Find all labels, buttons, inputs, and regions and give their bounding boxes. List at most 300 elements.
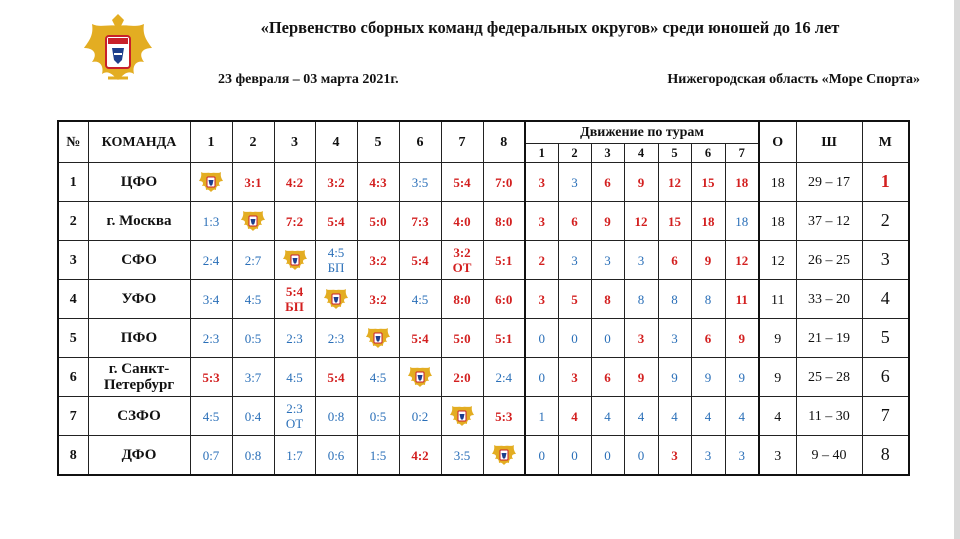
team-number: 6 [58,358,88,397]
match-result-cell [483,397,525,436]
self-match-cell [483,436,525,476]
tour-points-cell [725,241,759,280]
match-result-cell [190,319,232,358]
match-result-cell [315,319,357,358]
match-score: 2:3 [327,330,345,346]
tour-points-cell [591,397,624,436]
tour-points: 9 [738,369,745,385]
match-score: 5:1 [495,252,513,268]
match-score: 5:4 [453,174,471,190]
goals-cell [796,436,862,476]
event-location: Нижегородская область «Море Спорта» [667,72,920,87]
match-score: 4:5 [411,291,429,307]
table-row [58,358,909,397]
tour-points: 0 [571,447,578,463]
match-score: 2:0 [453,369,471,385]
match-result-cell [190,241,232,280]
page-edge [954,0,960,539]
place-cell [862,202,909,241]
match-score: 8:0 [453,291,471,307]
team-number: 3 [58,241,88,280]
tour-points: 15 [668,213,681,229]
total-points: 12 [770,253,785,269]
self-match-cell [274,241,315,280]
team-number: 7 [58,397,88,436]
team-name: СФО [88,241,190,280]
tour-points: 0 [637,447,645,463]
match-result-cell [315,202,357,241]
tour-points: 0 [604,330,611,346]
tour-points: 0 [538,369,545,385]
total-points: 9 [774,331,782,347]
goals-cell [796,163,862,202]
tour-points: 6 [704,330,712,346]
tour-points: 4 [671,408,678,424]
eagle-emblem-icon [240,208,266,234]
tour-points-cell [725,163,759,202]
match-score: 5:3 [202,369,220,385]
match-result-cell [232,280,274,319]
match-score: 0:4 [244,408,262,424]
match-score: 4:5 [286,369,303,385]
table-row [58,397,909,436]
tour-points: 3 [704,447,712,463]
column-header-game: 1 [190,121,232,163]
tour-points-cell [624,280,658,319]
match-result-cell [274,358,315,397]
match-score: 4:5 [244,291,262,307]
self-match-cell [399,358,441,397]
goals-cell [796,280,862,319]
match-score: 8:0 [495,213,513,229]
tour-points-cell [725,397,759,436]
total-points: 18 [770,214,785,230]
tour-points: 3 [738,447,745,463]
tour-points: 0 [538,330,545,346]
tour-points-cell [558,436,591,476]
match-result-cell [357,436,399,476]
goals-cell [796,202,862,241]
tour-points-cell [624,163,658,202]
match-score: 5:4 [327,369,345,385]
tour-points: 9 [704,369,712,385]
team-name: г. Санкт-Петербург [88,358,190,397]
match-result-cell [315,163,357,202]
match-result-cell [190,397,232,436]
points-cell [759,358,796,397]
column-header-game: 2 [232,121,274,163]
tour-points-cell [525,319,558,358]
tour-points: 15 [701,174,715,190]
match-score: 2:7 [244,252,262,268]
column-header-game: 8 [483,121,525,163]
match-result-cell [315,358,357,397]
match-result-cell [190,202,232,241]
match-result-note: ОТ [285,416,304,431]
table-row [58,163,909,202]
column-header-game: 7 [441,121,483,163]
match-result-cell [232,241,274,280]
team-name: УФО [88,280,190,319]
column-header-game: 6 [399,121,441,163]
place-cell [862,280,909,319]
tour-points: 8 [704,291,712,307]
tour-points-cell [558,202,591,241]
tour-points-cell [591,436,624,476]
tour-points: 4 [637,408,645,424]
tour-header: 1 [525,144,558,163]
self-match-cell [441,397,483,436]
match-score: 4:5 [327,245,345,260]
event-dates: 23 февраля – 03 марта 2021г. [218,72,399,87]
tour-points-cell [591,241,624,280]
match-result-cell [441,280,483,319]
match-result-cell [357,163,399,202]
match-score: 4:0 [453,213,471,229]
match-result-cell [274,202,315,241]
match-score: 0:5 [244,330,262,346]
tour-points-cell [658,397,691,436]
match-result-cell [357,202,399,241]
tour-points: 4 [571,408,578,424]
self-match-cell [190,163,232,202]
match-result-cell [483,319,525,358]
column-header-game: 4 [315,121,357,163]
match-result-cell [190,280,232,319]
match-result-cell [483,241,525,280]
eagle-emblem-icon [365,325,391,351]
tour-points-cell [691,358,725,397]
eagle-emblem-icon [491,442,517,468]
tour-points-cell [525,280,558,319]
match-score: 3:4 [202,291,220,307]
final-place: 3 [880,249,890,269]
match-result-cell [441,436,483,476]
match-score: 7:2 [285,213,304,229]
match-score: 0:5 [369,408,387,424]
tour-points: 4 [738,408,745,424]
match-result-cell [274,280,315,319]
tour-points-cell [624,319,658,358]
team-number: 1 [58,163,88,202]
points-cell [759,163,796,202]
tour-points-cell [525,163,558,202]
team-name: г. Москва [88,202,190,241]
points-cell [759,280,796,319]
tour-points: 18 [701,213,715,229]
tour-points: 3 [538,291,545,307]
tour-points: 6 [604,174,611,190]
match-result-cell [441,241,483,280]
tour-points-cell [658,280,691,319]
tour-header: 3 [591,144,624,163]
tour-points-cell [525,436,558,476]
match-result-cell [315,241,357,280]
tour-points-cell [558,280,591,319]
team-number: 2 [58,202,88,241]
tour-points-cell [558,241,591,280]
tour-points: 12 [735,252,749,268]
tour-points-cell [591,280,624,319]
place-cell [862,436,909,476]
match-result-cell [232,319,274,358]
points-cell [759,202,796,241]
place-cell [862,397,909,436]
tour-points: 0 [604,447,611,463]
header-row [58,121,909,144]
total-points: 4 [774,409,782,425]
tour-points-cell [725,358,759,397]
goal-difference: 26 – 25 [808,253,850,268]
match-result-cell [315,397,357,436]
tour-points: 3 [671,330,678,346]
tour-points: 3 [538,213,545,229]
tour-points: 12 [634,213,648,229]
match-score: 2:4 [495,369,513,385]
match-score: 4:5 [369,369,387,385]
match-result-cell [315,436,357,476]
column-header-goals: Ш [796,121,862,163]
column-header-team: КОМАНДА [88,121,190,163]
team-name: ЦФО [88,163,190,202]
tour-points: 12 [668,174,681,190]
team-name: ДФО [88,436,190,476]
eagle-emblem-logo [78,14,158,94]
tour-points: 9 [637,369,645,385]
match-score: 0:8 [244,447,262,463]
team-number: 8 [58,436,88,476]
match-score: 5:0 [453,330,471,346]
eagle-emblem-icon [449,403,475,429]
tour-points: 9 [604,213,611,229]
match-result-cell [441,163,483,202]
tour-points-cell [591,319,624,358]
match-result-cell [399,397,441,436]
goal-difference: 33 – 20 [808,292,850,307]
team-name: СЗФО [88,397,190,436]
column-header-game: 5 [357,121,399,163]
match-score: 3:7 [244,369,262,385]
tour-points-cell [525,397,558,436]
tour-points-cell [558,163,591,202]
eagle-emblem-icon [282,247,308,273]
total-points: 9 [774,370,782,386]
match-result-cell [357,280,399,319]
match-score: 0:2 [411,408,429,424]
tour-points-cell [691,202,725,241]
column-header-game: 3 [274,121,315,163]
tour-points: 6 [571,213,578,229]
match-score: 5:4 [411,252,429,268]
tour-points-cell [658,358,691,397]
match-result-note: ОТ [452,260,472,275]
tour-points-cell [725,319,759,358]
goal-difference: 11 – 30 [808,409,850,424]
tour-points: 9 [738,330,745,346]
match-score: 5:3 [495,408,513,424]
match-result-cell [483,280,525,319]
match-result-cell [232,358,274,397]
points-cell [759,436,796,476]
tour-points-cell [525,241,558,280]
final-place: 6 [880,366,890,386]
goals-cell [796,397,862,436]
tour-points-cell [624,241,658,280]
goals-cell [796,319,862,358]
final-place: 7 [880,405,890,425]
tour-header: 5 [658,144,691,163]
table-row [58,436,909,476]
points-cell [759,319,796,358]
match-score: 5:0 [369,213,387,229]
match-score: 4:5 [202,408,220,424]
match-result-note: БП [285,299,304,314]
tour-points: 3 [538,174,545,190]
match-result-cell [232,436,274,476]
match-score: 3:2 [369,291,387,307]
match-result-cell [190,358,232,397]
match-score: 7:3 [411,213,429,229]
tour-points: 0 [538,447,545,463]
table-row [58,202,909,241]
eagle-emblem-icon [407,364,433,390]
page-title: «Первенство сборных команд федеральных округов» среди юношей до 16 лет [260,18,840,37]
match-score: 5:1 [495,330,513,346]
match-score: 2:4 [202,252,220,268]
match-score: 5:4 [285,284,304,299]
team-name: ПФО [88,319,190,358]
tour-points-cell [691,280,725,319]
goal-difference: 37 – 12 [808,214,850,229]
table-row [58,280,909,319]
tour-points: 9 [671,369,678,385]
tour-points-cell [658,163,691,202]
match-result-cell [232,397,274,436]
total-points: 3 [774,448,782,464]
tour-points: 3 [571,252,578,268]
place-cell [862,163,909,202]
goal-difference: 25 – 28 [808,370,850,385]
match-score: 3:5 [411,174,429,190]
match-result-cell [483,358,525,397]
tour-points: 1 [538,408,545,424]
tour-points: 2 [538,252,545,268]
tour-points: 9 [637,174,645,190]
goal-difference: 29 – 17 [808,175,850,190]
tour-header: 6 [691,144,725,163]
match-result-cell [274,163,315,202]
eagle-emblem-icon [323,286,349,312]
tour-points: 3 [637,252,645,268]
match-score: 4:3 [369,174,387,190]
final-place: 8 [880,444,890,464]
match-result-cell [399,280,441,319]
match-result-cell [399,163,441,202]
tour-points: 4 [604,408,611,424]
match-score: 3:2 [369,252,387,268]
tour-points-cell [558,319,591,358]
team-number: 4 [58,280,88,319]
match-result-cell [190,436,232,476]
tour-points-cell [658,436,691,476]
final-place: 5 [880,327,890,347]
match-score: 2:3 [286,401,303,416]
place-cell [862,319,909,358]
tour-header: 2 [558,144,591,163]
match-score: 7:0 [495,174,513,190]
match-score: 1:7 [286,447,303,463]
standings-table [57,120,910,476]
match-score: 2:3 [202,330,220,346]
tour-points: 18 [735,213,749,229]
column-header-points: О [759,121,796,163]
self-match-cell [315,280,357,319]
goal-difference: 9 – 40 [811,448,847,463]
tour-points: 8 [671,291,678,307]
tour-points-cell [658,319,691,358]
tour-points: 9 [704,252,712,268]
match-score: 3:1 [244,174,262,190]
match-result-cell [357,241,399,280]
tour-points-cell [558,358,591,397]
tour-points-cell [624,436,658,476]
self-match-cell [357,319,399,358]
tour-points: 4 [704,408,712,424]
match-result-cell [399,436,441,476]
match-result-cell [441,202,483,241]
match-score: 0:7 [202,447,220,463]
final-place: 4 [880,288,890,308]
match-score: 4:2 [285,174,304,190]
place-cell [862,241,909,280]
tour-points-cell [591,163,624,202]
tour-points-cell [691,163,725,202]
match-score: 0:8 [327,408,345,424]
tour-points-cell [525,202,558,241]
final-place: 2 [880,210,890,230]
goals-cell [796,358,862,397]
match-score: 0:6 [327,447,345,463]
table-row [58,319,909,358]
tour-points: 11 [735,291,748,307]
table-row [58,241,909,280]
match-result-cell [399,241,441,280]
tour-points-cell [691,319,725,358]
match-result-cell [399,202,441,241]
tour-points-cell [558,397,591,436]
match-result-cell [274,397,315,436]
total-points: 11 [771,292,785,308]
match-score: 3:2 [327,174,345,190]
points-cell [759,241,796,280]
match-score: 6:0 [495,291,513,307]
goal-difference: 21 – 19 [808,331,850,346]
match-result-cell [274,319,315,358]
tour-header: 4 [624,144,658,163]
tour-points: 8 [604,291,611,307]
eagle-emblem-icon [198,169,224,195]
tour-points-cell [624,397,658,436]
tour-points-cell [658,202,691,241]
match-result-cell [357,358,399,397]
tour-points-cell [725,202,759,241]
tour-points: 6 [671,252,678,268]
tour-points-cell [691,436,725,476]
match-result-cell [441,319,483,358]
tour-points-cell [725,436,759,476]
match-score: 3:5 [453,447,471,463]
tour-points-cell [658,241,691,280]
